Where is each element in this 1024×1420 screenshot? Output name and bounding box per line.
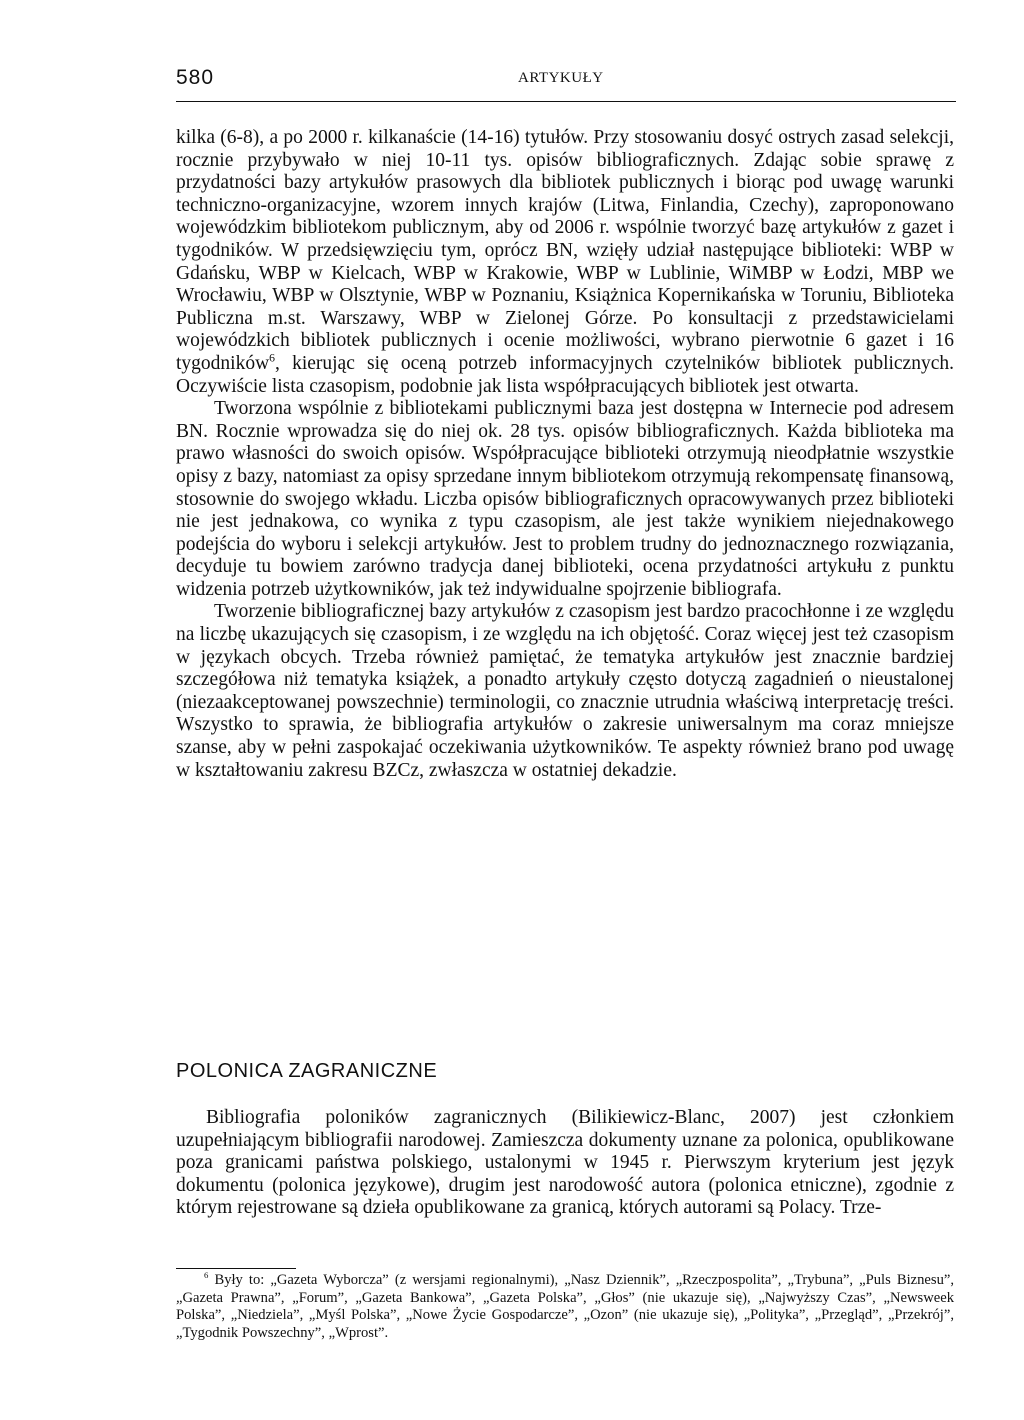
paragraph-1: [176, 127, 954, 398]
footnote-rule: [176, 1268, 296, 1269]
paragraph-3: Tworzenie bibliograficznej bazy artykułów z czasopism jest bardzo pracochłonne i ze względu na liczbę ukazujących się czasopism, i ze względu na ich objętość. Coraz więcej jest też czasopism w językach obcych. Trzeba również pamiętać, że tematyka artykułów jest znacznie bardziej szczegółowa niż tematyka książek, a ponadto artykuły często dotyczą zagadnień o nieustalonej (niezaakceptowanej powszechnie) terminologii, co znacznie utrudnia właściwą interpretację treści. Wszystko to sprawia, że bibliografia artykułów o zakresie uniwersalnym ma coraz mniejsze szanse, aby w pełni zaspokajać oczekiwania użytkowników. Te aspekty również brano pod uwagę w kształtowaniu zakresu BZCz, zwłaszcza w ostatniej dekadzie.: [176, 601, 954, 781]
paragraph-1-text: kilka (6-8), a po 2000 r. kilkanaście (14-16) tytułów. Przy stosowaniu dosyć ostrych zasad selekcji, rocznie przybywało w niej 10-11 tys. opisów bibliograficznych. Zdając sobie sprawę z przydatności bazy artykułów prasowych dla bibliotek publicznych i biorąc pod uwagę warunki techniczno-organizacyjne, wzorem innych krajów (Litwa, Finlandia, Czechy), zaproponowano wojewódzkim bibliotekom publicznym, aby od 2006 r. wspólnie tworzyć bazę artykułów z gazet i tygodników. W przedsięwzięciu tym, oprócz BN, wzięły udział następujące biblioteki: WBP w Gdańsku, WBP w Kielcach, WBP w Krakowie, WBP w Lublinie, WiMBP w Łodzi, MBP we Wrocławiu, WBP w Olsztynie, WBP w Poznaniu, Książnica Kopernikańska w Toruniu, Biblioteka Publiczna m.st. Warszawy, WBP w Zielonej Górze. Po konsultacji z przedstawicielami wojewódzkich bibliotek publicznych i ocenie możliwości, wybrano pierwotnie 6 gazet i 16 tygodników: [176, 127, 954, 374]
paragraph-2: Tworzona wspólnie z bibliotekami publicznymi baza jest dostępna w Internecie pod adresem BN. Rocznie wprowadza się do niej ok. 28 tys. opisów bibliograficznych. Każda biblioteka ma prawo własności do swoich opisów. Współpracujące biblioteki otrzymują nieodpłatnie wszystkie opisy z bazy, natomiast za opisy sprzedane innym bibliotekom otrzymują rekompensatę finansową, stosownie do swojego wkładu. Liczba opisów bibliograficznych opracowywanych przez biblioteki nie jest jednakowa, co wynika z typu czasopism, ale jest także wynikiem niejednakowego podejścia do wyboru i selekcji artykułów. Jest to problem trudny do jednoznacznego rozwiązania, decyduje tu bowiem zarówno tradycja danej biblioteki, ocena przydatności artykułu z punktu widzenia potrzeb użytkowników, jak też indywidualne spojrzenie bibliografa.: [176, 398, 954, 600]
section-text: [176, 1107, 954, 1220]
section-paragraph-1: Bibliografia poloników zagranicznych (Bilikiewicz-Blanc, 2007) jest członkiem uzupełniającym bibliografii narodowej. Zamieszcza dokumenty uznane za polonica, opublikowane poza granicami państwa polskiego, ustalonymi w 1945 r. Pierwszym kryterium jest język dokumentu (polonica językowe), drugim jest narodowość autora (polonica etniczne), zgodnie z którym rejestrowane są dzieła opublikowane za granicą, których autorami są Polacy. Trze-: [176, 1107, 954, 1219]
header-rule: [176, 101, 956, 102]
section-heading: POLONICA ZAGRANICZNE: [176, 1060, 438, 1082]
running-title: ARTYKUŁY: [518, 70, 604, 86]
footnote-ref-6[interactable]: 6: [269, 351, 276, 365]
page-number: 580: [176, 66, 215, 89]
footnote-6-text: Były to: „Gazeta Wyborcza” (z wersjami regionalnymi), „Nasz Dziennik”, „Rzeczpospolita”, „Trybuna”, „Puls Biznesu”, „Gazeta Prawna”, „Forum”, „Gazeta Bankowa”, „Gazeta Polska”, „Głos” (nie ukazuje się), „Najwyższy Czas”, „Newsweek Polska”, „Niedziela”, „Myśl Polska”, „Nowe Życie Gospodarcze”, „Ozon” (nie ukazuje się), „Polityka”, „Przegląd”, „Przekrój”, „Tygodnik Powszechny”, „Wprost”.: [176, 1272, 954, 1341]
body-text: [176, 127, 954, 782]
footnote-mark-6: 6: [204, 1270, 209, 1281]
footnote-6: [176, 1272, 954, 1342]
paragraph-1-tail: , kierując się oceną potrzeb informacyjnych czytelników bibliotek publicznych. Oczywiście lista czasopism, podobnie jak lista współpracujących bibliotek jest otwarta.: [176, 352, 954, 397]
running-head: [176, 66, 956, 100]
footnotes: [176, 1272, 954, 1342]
